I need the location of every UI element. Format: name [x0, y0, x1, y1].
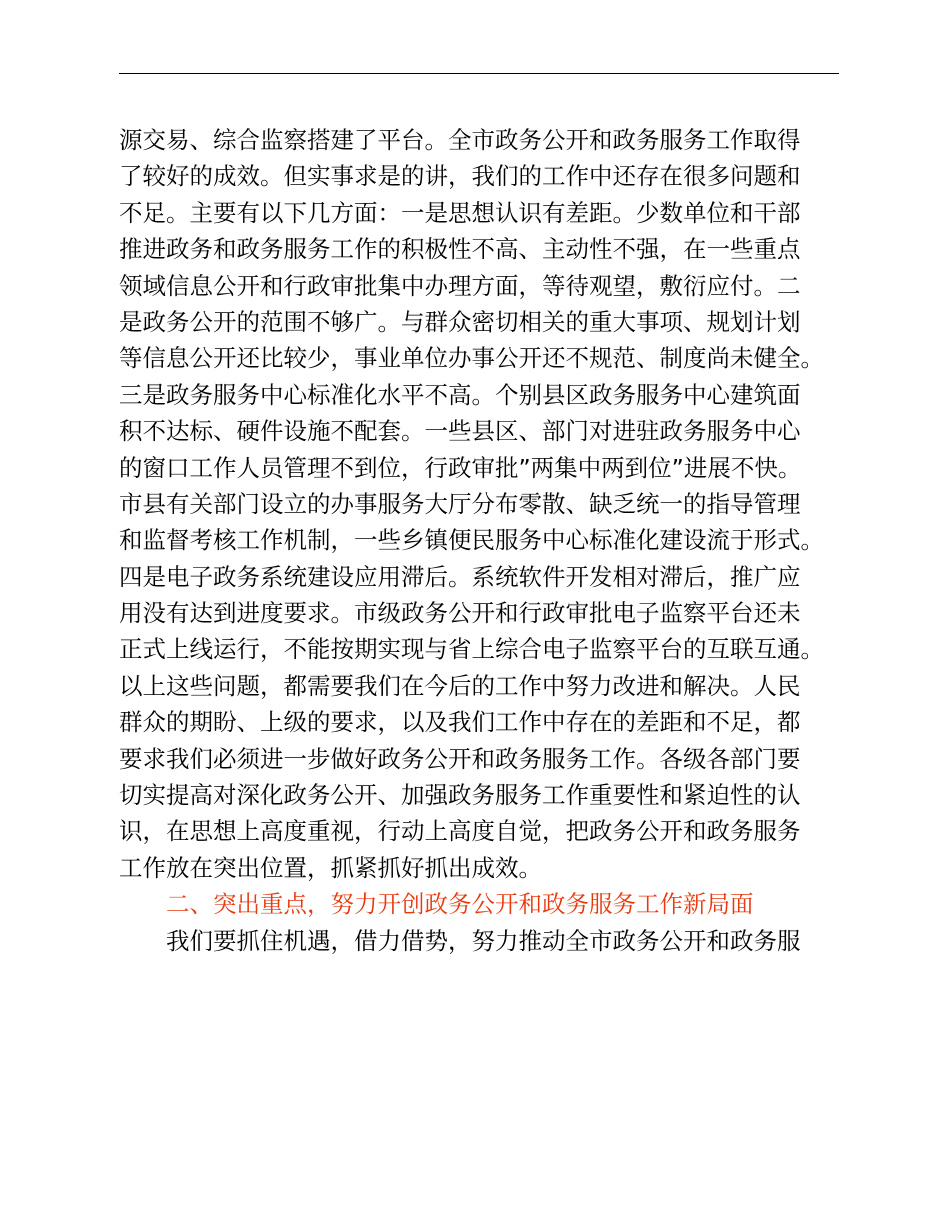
body-line: 切实提高对深化政务公开、加强政务服务工作重要性和紧迫性的认	[119, 781, 801, 810]
body-line: 和监督考核工作机制，一些乡镇便民服务中心标准化建设流于形式。	[119, 526, 824, 555]
body-line: 推进政务和政务服务工作的积极性不高、主动性不强，在一些重点	[119, 235, 801, 264]
body-line: 以上这些问题，都需要我们在今后的工作中努力改进和解决。人民	[119, 671, 801, 700]
body-line: 了较好的成效。但实事求是的讲，我们的工作中还存在很多问题和	[119, 162, 801, 191]
body-line: 领域信息公开和行政审批集中办理方面，等待观望，敷衍应付。二	[119, 271, 801, 300]
document-body	[119, 122, 859, 959]
body-line: 四是电子政务系统建设应用滞后。系统软件开发相对滞后，推广应	[119, 562, 801, 591]
body-line: 识，在思想上高度重视，行动上高度自觉，把政务公开和政务服务	[119, 817, 801, 846]
body-line: 群众的期盼、上级的要求，以及我们工作中存在的差距和不足，都	[119, 708, 801, 737]
body-line: 不足。主要有以下几方面：一是思想认识有差距。少数单位和干部	[119, 198, 801, 227]
body-line: 用没有达到进度要求。市级政务公开和行政审批电子监察平台还未	[119, 599, 801, 628]
body-line: 的窗口工作人员管理不到位，行政审批”两集中两到位”进展不快。	[119, 453, 802, 482]
body-line: 三是政务服务中心标准化水平不高。个别县区政务服务中心建筑面	[119, 380, 801, 409]
body-line: 源交易、综合监察搭建了平台。全市政务公开和政务服务工作取得	[119, 126, 801, 154]
header-rule	[119, 73, 839, 74]
body-line: 市县有关部门设立的办事服务大厅分布零散、缺乏统一的指导管理	[119, 489, 801, 518]
body-line: 要求我们必须进一步做好政务公开和政务服务工作。各级各部门要	[119, 744, 801, 773]
section-heading: 二、突出重点，努力开创政务公开和政务服务工作新局面	[166, 890, 754, 919]
body-line: 正式上线运行，不能按期实现与省上综合电子监察平台的互联互通。	[119, 635, 824, 664]
body-line: 是政务公开的范围不够广。与群众密切相关的重大事项、规划计划	[119, 307, 801, 336]
paragraph-first-line: 我们要抓住机遇，借力借势，努力推动全市政务公开和政务服	[166, 926, 801, 955]
body-line: 工作放在突出位置，抓紧抓好抓出成效。	[119, 853, 542, 882]
body-line: 积不达标、硬件设施不配套。一些县区、部门对进驻政务服务中心	[119, 417, 801, 446]
body-line: 等信息公开还比较少，事业单位办事公开还不规范、制度尚未健全。	[119, 344, 824, 373]
